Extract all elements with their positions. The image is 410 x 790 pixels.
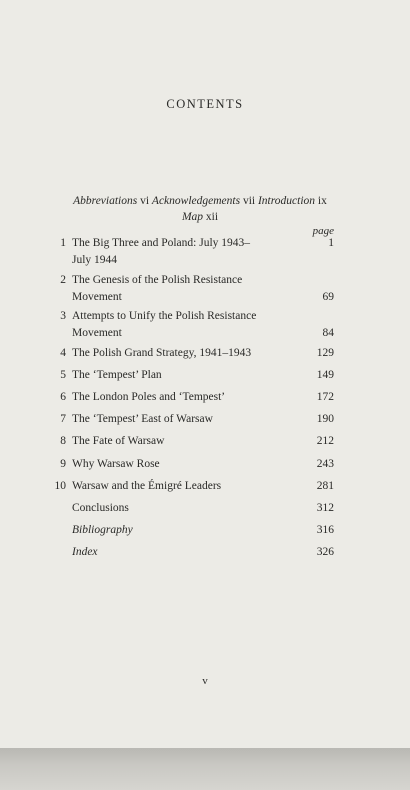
chapter-number: 4	[60, 347, 66, 359]
acknowledgements-label: Acknowledgements	[151, 195, 241, 207]
chapter-page: 129	[316, 347, 334, 359]
chapter-number: 6	[60, 391, 66, 403]
chapter-title: Conclusions	[72, 502, 129, 514]
chapter-title-line: The Big Three and Poland: July 1943–	[72, 237, 251, 249]
chapter-title: The Fate of Warsaw	[72, 435, 165, 447]
chapter-title-line: Movement	[72, 291, 122, 303]
chapter-title	[72, 272, 292, 306]
chapter-title: The ‘Tempest’ East of Warsaw	[72, 413, 213, 425]
chapter-number: 5	[60, 369, 66, 381]
chapter-title	[72, 308, 292, 342]
chapter-page: 190	[316, 413, 334, 425]
chapter-title-line: Movement	[72, 327, 122, 339]
chapter-page: 172	[316, 391, 334, 403]
chapter-title: The London Poles and ‘Tempest’	[72, 391, 226, 403]
introduction-label: Introduction	[257, 195, 316, 207]
chapter-number: 9	[60, 458, 66, 470]
chapter-title: Warsaw and the Émigré Leaders	[72, 480, 222, 492]
chapter-title: Why Warsaw Rose	[72, 458, 160, 470]
page-column-label: page	[312, 225, 334, 237]
chapter-title	[72, 235, 292, 269]
preliminaries-line	[57, 193, 343, 225]
chapter-number: 1	[60, 237, 66, 249]
introduction-page: ix	[317, 195, 327, 207]
abbreviations-page: vi	[140, 195, 150, 207]
chapter-number: 7	[60, 413, 66, 425]
chapter-title-line: The Genesis of the Polish Resistance	[72, 274, 243, 286]
chapter-page: 69	[322, 291, 334, 303]
map-page: xii	[205, 211, 219, 223]
chapter-title: Index	[72, 546, 98, 558]
chapter-page: 84	[322, 327, 334, 339]
contents-heading: CONTENTS	[166, 97, 244, 111]
chapter-page: 326	[316, 546, 334, 558]
chapter-title: Bibliography	[72, 524, 133, 536]
chapter-title: The Polish Grand Strategy, 1941–1943	[72, 347, 252, 359]
chapter-title: The ‘Tempest’ Plan	[72, 369, 162, 381]
chapter-number: 3	[60, 310, 66, 322]
chapter-number: 8	[60, 435, 66, 447]
chapter-page: 1	[328, 237, 334, 249]
page-edge-shadow	[0, 748, 410, 790]
chapter-page: 281	[316, 480, 334, 492]
chapter-page: 243	[316, 458, 334, 470]
page-folio: v	[202, 675, 208, 687]
chapter-title-line: Attempts to Unify the Polish Resistance	[72, 310, 257, 322]
map-label: Map	[181, 211, 204, 223]
chapter-number: 10	[54, 480, 66, 492]
chapter-page: 316	[316, 524, 334, 536]
chapter-page: 312	[316, 502, 334, 514]
abbreviations-label: Abbreviations	[73, 195, 138, 207]
chapter-page: 212	[316, 435, 334, 447]
chapter-number: 2	[60, 274, 66, 286]
acknowledgements-page: vii	[242, 195, 256, 207]
chapter-title-line: July 1944	[72, 254, 118, 266]
chapter-page: 149	[316, 369, 334, 381]
